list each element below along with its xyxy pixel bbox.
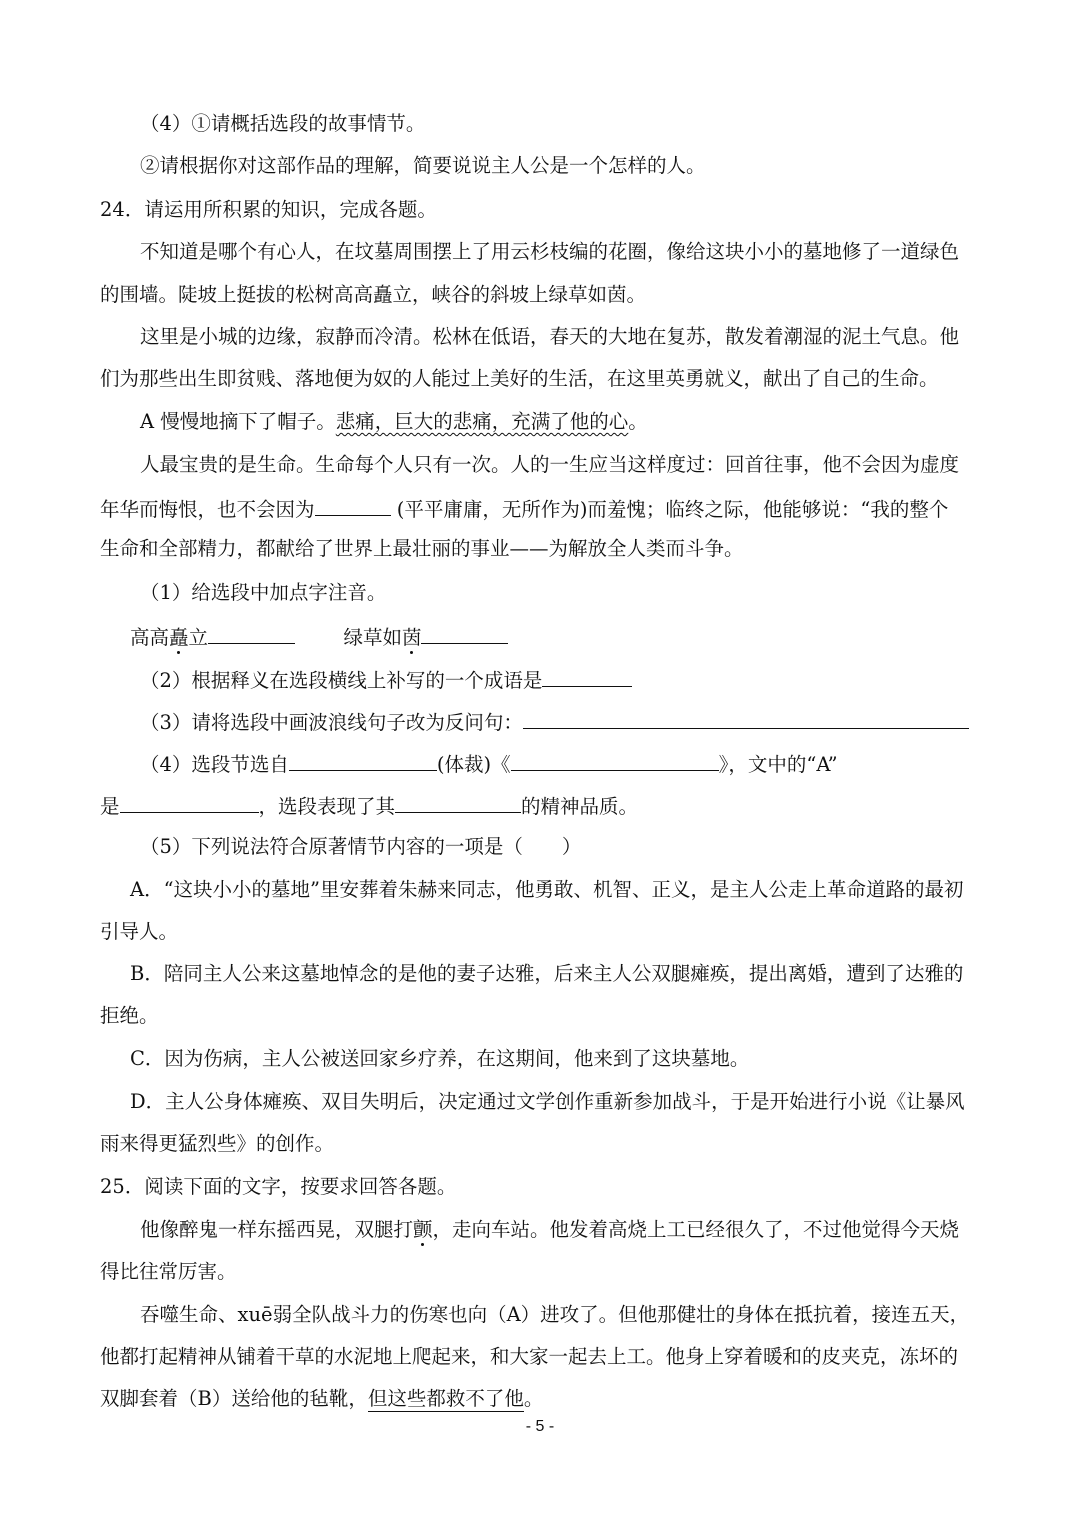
- q24-sub2: （2）根据释义在选段横线上补写的一个成语是: [140, 664, 632, 695]
- q24-sub4-line2: 是 ，选段表现了其 的精神品质。: [100, 790, 638, 821]
- dotted-char-zhan: 颤: [413, 1218, 433, 1241]
- option-d-line1[interactable]: D．主人公身体瘫痪、双目失明后，决定通过文学创作重新参加战斗，于是开始进行小说《让暴风: [130, 1090, 965, 1113]
- spirit-quality-blank[interactable]: [395, 790, 521, 813]
- q25-para2-line3: 双脚套着（B）送给他的毡靴，但这些都救不了他。: [100, 1387, 544, 1410]
- q24-sub4-line1: （4）选段节选自 (体裁)《 》，文中的“A”: [140, 748, 838, 779]
- idiom-blank[interactable]: [315, 493, 391, 516]
- pinyin-blank-2[interactable]: [421, 621, 508, 644]
- q24-sub3: （3）请将选段中画波浪线句子改为反问句：: [140, 706, 969, 737]
- pinyin-blank-1[interactable]: [208, 621, 295, 644]
- q25-para1-line1: 他像醉鬼一样东摇西晃，双腿打颤，走向车站。他发着高烧上工已经很久了，不过他觉得今天烧: [140, 1218, 960, 1241]
- option-c[interactable]: C．因为伤病，主人公被送回家乡疗养，在这期间，他来到了这块墓地。: [130, 1047, 750, 1070]
- q24-para1-line2: 的围墙。陡坡上挺拔的松树高高矗立，峡谷的斜坡上绿草如茵。: [100, 283, 647, 306]
- underlined-sentence: 但这些都救不了他: [367, 1387, 524, 1410]
- dotted-char-chu: 矗: [169, 626, 189, 649]
- q24-para2-line2: 们为那些出生即贫贱、落地便为奴的人能过上美好的生活，在这里英勇就义，献出了自己的生命。: [100, 367, 939, 390]
- character-name-blank[interactable]: [120, 790, 259, 813]
- q24-sub1-items: 高高矗立 绿草如茵: [130, 621, 508, 652]
- q24-para3: A 慢慢地摘下了帽子。悲痛，巨大的悲痛，充满了他的心。: [140, 410, 648, 433]
- book-title-blank[interactable]: [511, 748, 719, 771]
- option-b-line2: 拒绝。: [100, 1004, 159, 1027]
- q25-para2-line1: 吞噬生命、xuē弱全队战斗力的伤寒也向（A）进攻了。但他那健壮的身体在抵抗着，接连五天，: [140, 1303, 970, 1326]
- q24-sub1: （1）给选段中加点字注音。: [140, 581, 387, 604]
- option-b-line1[interactable]: B．陪同主人公来这墓地悼念的是他的妻子达雅，后来主人公双腿瘫痪，提出离婚，遭到了达雅的: [130, 962, 964, 985]
- idiom-answer-blank[interactable]: [542, 664, 632, 687]
- option-a-line1[interactable]: A．“这块小小的墓地”里安葬着朱赫来同志，他勇敢、机智、正义，是主人公走上革命道路的最初: [130, 878, 964, 901]
- dotted-char-yin: 茵: [401, 626, 422, 649]
- q24-para2-line1: 这里是小城的边缘，寂静而冷清。松林在低语，春天的大地在复苏，散发着潮湿的泥土气息。他: [140, 325, 960, 348]
- q25-para2-line2: 他都打起精神从铺着干草的水泥地上爬起来，和大家一起去上工。他身上穿着暖和的皮夹克，冻坏的: [100, 1345, 959, 1368]
- option-d-line2: 雨来得更猛烈些》的创作。: [100, 1132, 335, 1155]
- option-a-line2: 引导人。: [100, 920, 179, 943]
- q25-para1-line2: 得比往常厉害。: [100, 1260, 237, 1283]
- q25-heading: 25．阅读下面的文字，按要求回答各题。: [100, 1175, 457, 1198]
- q24-para1-line1: 不知道是哪个有心人，在坟墓周围摆上了用云杉枝编的花圈，像给这块小小的墓地修了一道绿色: [140, 240, 960, 263]
- q24-para4-line3: 生命和全部精力，都献给了世界上最壮丽的事业——为解放全人类而斗争。: [100, 537, 744, 560]
- q23-sub4-part1: （4）①请概括选段的故事情节。: [140, 112, 426, 135]
- q24-para3-text: A 慢慢地摘下了帽子。: [140, 410, 336, 433]
- q24-para4-line2: 年华而悔恨，也不会因为 (平平庸庸，无所作为)而羞愧；临终之际，他能够说：“我的整个: [100, 493, 948, 524]
- q23-sub4-part2: ②请根据你对这部作品的理解，简要说说主人公是一个怎样的人。: [140, 154, 706, 177]
- wavy-underlined-sentence: 悲痛，巨大的悲痛，充满了他的心: [335, 410, 629, 433]
- genre-blank[interactable]: [289, 748, 437, 771]
- q24-para4-line1: 人最宝贵的是生命。生命每个人只有一次。人的一生应当这样度过：回首往事，他不会因为虚度: [140, 453, 960, 476]
- q24-sub5: （5）下列说法符合原著情节内容的一项是（ ）: [140, 835, 582, 858]
- rhetorical-question-blank[interactable]: [523, 706, 969, 729]
- page-number: - 5 -: [525, 1418, 555, 1435]
- q24-heading: 24．请运用所积累的知识，完成各题。: [100, 198, 437, 221]
